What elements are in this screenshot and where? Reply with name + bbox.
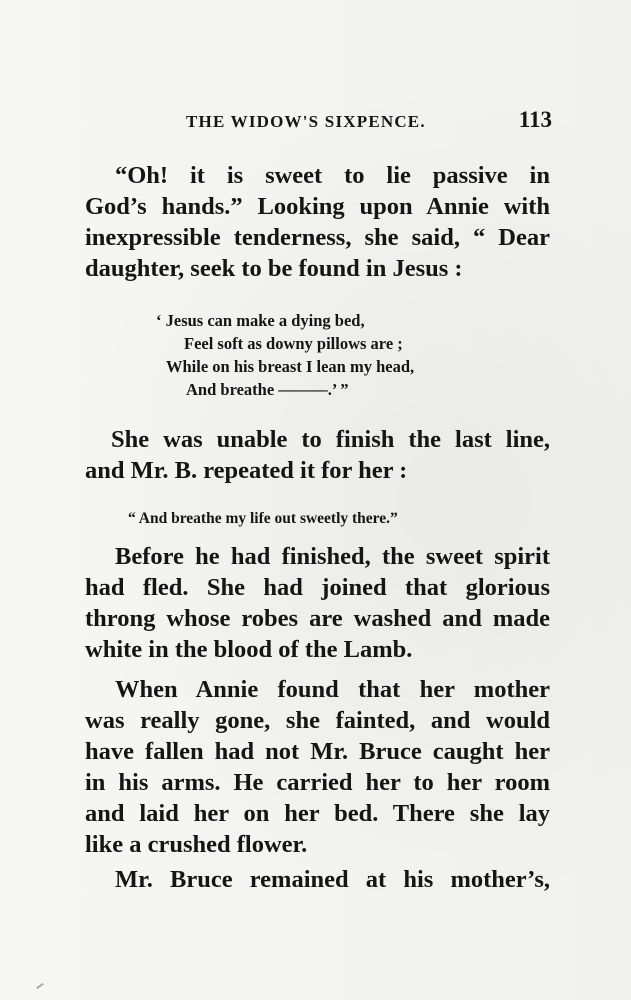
paragraph-line: daughter, seek to be found in Jesus :	[85, 255, 463, 282]
paragraph-line: “Oh! it is sweet to lie passive in	[115, 162, 550, 189]
paragraph-1	[85, 160, 550, 284]
stray-mark	[36, 983, 44, 989]
page-header	[186, 107, 552, 140]
paragraph-line: She was unable to finish the last line,	[111, 426, 550, 453]
paragraph-line: Before he had finished, the sweet spirit	[115, 543, 550, 570]
verse-line: While on his breast I lean my head,	[166, 357, 415, 376]
paragraph-line: like a crushed flower.	[85, 831, 308, 858]
running-title: THE WIDOW'S SIXPENCE.	[186, 112, 426, 131]
verse-line: ‘ Jesus can make a dying bed,	[156, 311, 365, 330]
paragraph-3	[85, 541, 550, 665]
paragraph-line: was really gone, she fainted, and would	[85, 707, 550, 734]
verse-line: Feel soft as downy pillows are ;	[184, 334, 403, 353]
paragraph-line: When Annie found that her mother	[115, 676, 550, 703]
paragraph-line: and laid her on her bed. There she lay	[85, 800, 550, 827]
paragraph-line: have fallen had not Mr. Bruce caught her	[85, 738, 550, 765]
paragraph-4	[85, 674, 550, 860]
paragraph-line: had fled. She had joined that glorious	[85, 574, 550, 601]
verse-line: And breathe ———.’ ”	[186, 380, 349, 399]
paragraph-line: white in the blood of the Lamb.	[85, 636, 413, 663]
paragraph-line: inexpressible tenderness, she said, “ Dear	[85, 224, 550, 251]
verse-block	[150, 309, 480, 401]
paragraph-line: and Mr. B. repeated it for her :	[85, 457, 408, 484]
paragraph-line: Mr. Bruce remained at his mother’s,	[115, 866, 550, 893]
paragraph-5	[85, 864, 550, 895]
quoted-verse-line: “ And breathe my life out sweetly there.”	[128, 510, 398, 527]
page-number: 113	[518, 107, 552, 132]
paragraph-2	[85, 424, 550, 486]
paragraph-line: throng whose robes are washed and made	[85, 605, 550, 632]
paragraph-line: in his arms. He carried her to her room	[85, 769, 550, 796]
paragraph-line: God’s hands.” Looking upon Annie with	[85, 193, 550, 220]
